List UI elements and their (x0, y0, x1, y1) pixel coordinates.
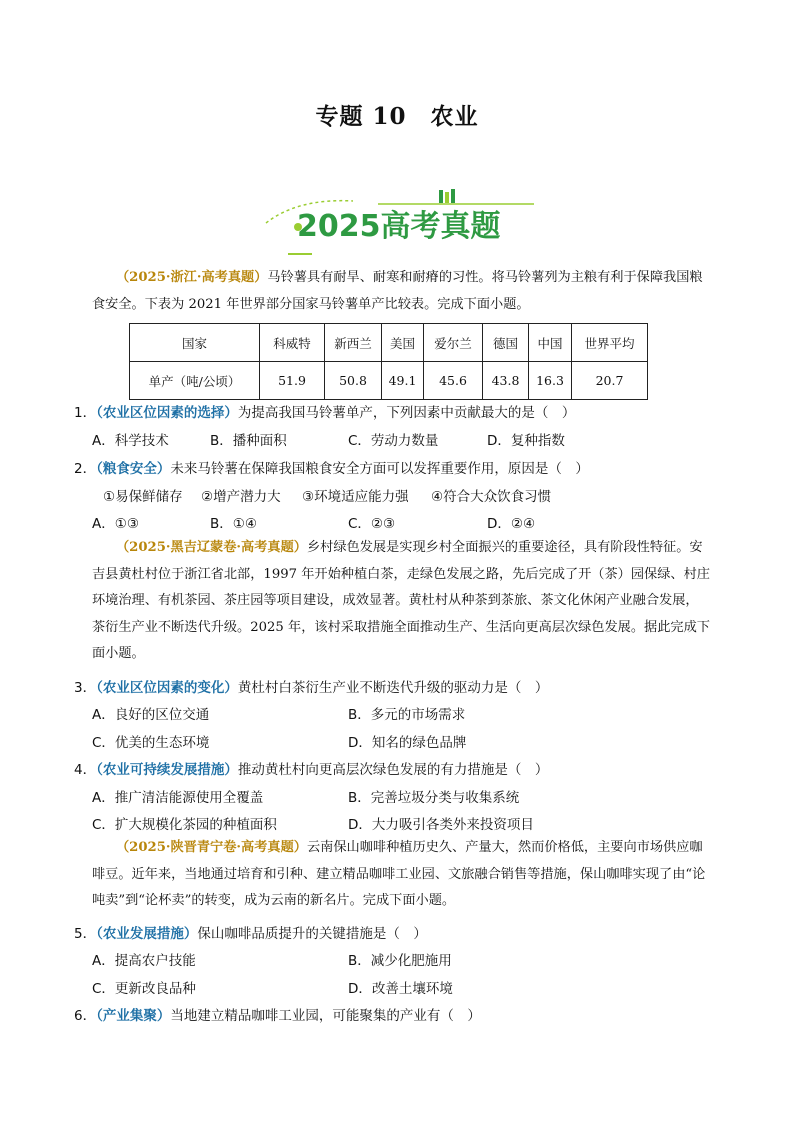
q3-option-c[interactable]: C．优美的生态环境 (92, 735, 210, 751)
q1-option-b[interactable]: B．播种面积 (210, 433, 287, 449)
q3-option-b[interactable]: B．多元的市场需求 (348, 707, 466, 723)
q4-option-d[interactable]: D．大力吸引各类外来投资项目 (348, 817, 534, 833)
q3-option-d[interactable]: D．知名的绿色品牌 (348, 735, 467, 751)
passage-2: （2025·黑吉辽蒙卷·高考真题）乡村绿色发展是实现乡村全面振兴的重要途径，具有阶段性特征。安 吉县黄杜村位于浙江省北部，1997 年开始种植白茶，走绿色发展之路，先后完成了开（茶）园保绿、村庄 环境治理、有机茶园、茶庄园等项目建设，成效显著。黄杜村从种茶到茶旅、茶文化休闲产业融合发展， 茶衍生产业不断迭代升级。2025 年，该村采取措施全面推动生产、生活向更高层次绿色发展。据此完成下 面小题。 (92, 540, 710, 661)
q2-item-1: ①易保鲜储存 (103, 489, 183, 505)
q2-item-3: ③环境适应能力强 (302, 489, 409, 505)
q4-option-c[interactable]: C．扩大规模化茶园的种植面积 (92, 817, 277, 833)
table-header-row: 国家 科威特 新西兰 美国 爱尔兰 德国 中国 世界平均 (130, 324, 648, 362)
passage-source: （2025·黑吉辽蒙卷·高考真题） (116, 540, 307, 555)
question-4: 4．（农业可持续发展措施）推动黄杜村向更高层次绿色发展的有力措施是（ ） (74, 762, 549, 778)
passage-3: （2025·陕晋青宁卷·高考真题）云南保山咖啡种植历史久、产量大，然而价格低，主要向市场供应咖 啡豆。近年来，当地通过培育和引种、建立精品咖啡工业园、文旅融合销售等措施，保山咖啡实现了由“论 吨卖”到“论杯卖”的转变，成为云南的新名片。完成下面小题。 (92, 840, 706, 908)
q4-option-a[interactable]: A．推广清洁能源使用全覆盖 (92, 790, 264, 806)
q2-option-d[interactable]: D．②④ (487, 516, 536, 532)
question-6: 6．（产业集聚）当地建立精品咖啡工业园，可能聚集的产业有（ ） (74, 1008, 481, 1024)
q5-option-a[interactable]: A．提高农户技能 (92, 953, 196, 969)
q3-option-a[interactable]: A．良好的区位交通 (92, 707, 210, 723)
question-1: 1．（农业区位因素的选择）为提高我国马铃薯单产，下列因素中贡献最大的是（ ） (74, 405, 576, 421)
question-2: 2．（粮食安全）未来马铃薯在保障我国粮食安全方面可以发挥重要作用，原因是（ ） (74, 461, 589, 477)
q2-item-4: ④符合大众饮食习惯 (431, 489, 552, 505)
q2-option-c[interactable]: C．②③ (348, 516, 396, 532)
q2-item-2: ②增产潜力大 (201, 489, 281, 505)
q5-option-d[interactable]: D．改善土壤环境 (348, 981, 453, 997)
passage-source: （2025·陕晋青宁卷·高考真题） (116, 840, 307, 855)
question-3: 3．（农业区位因素的变化）黄杜村白茶衍生产业不断迭代升级的驱动力是（ ） (74, 680, 549, 696)
table-row: 单产（吨/公顷） 51.9 50.8 49.1 45.6 43.8 16.3 20.7 (130, 362, 648, 400)
q2-option-a[interactable]: A．①③ (92, 516, 139, 532)
page-title: 专题 10 农业 (315, 103, 479, 130)
section-banner (258, 183, 538, 259)
q1-option-c[interactable]: C．劳动力数量 (348, 433, 439, 449)
q1-option-d[interactable]: D．复种指数 (487, 433, 565, 449)
potato-yield-table (129, 323, 648, 400)
q5-option-c[interactable]: C．更新改良品种 (92, 981, 196, 997)
question-5: 5．（农业发展措施）保山咖啡品质提升的关键措施是（ ） (74, 926, 427, 942)
passage-1: （2025·浙江·高考真题）马铃薯具有耐旱、耐寒和耐瘠的习性。将马铃薯列为主粮有利于保障我国粮 食安全。下表为 2021 年世界部分国家马铃薯单产比较表。完成下面小题。 (92, 270, 703, 312)
q5-option-b[interactable]: B．减少化肥施用 (348, 953, 452, 969)
passage-source: （2025·浙江·高考真题） (116, 270, 268, 285)
banner-title: 2025高考真题 (297, 209, 501, 244)
q2-option-b[interactable]: B．①④ (210, 516, 257, 532)
q1-option-a[interactable]: A．科学技术 (92, 433, 169, 449)
q4-option-b[interactable]: B．完善垃圾分类与收集系统 (348, 790, 520, 806)
